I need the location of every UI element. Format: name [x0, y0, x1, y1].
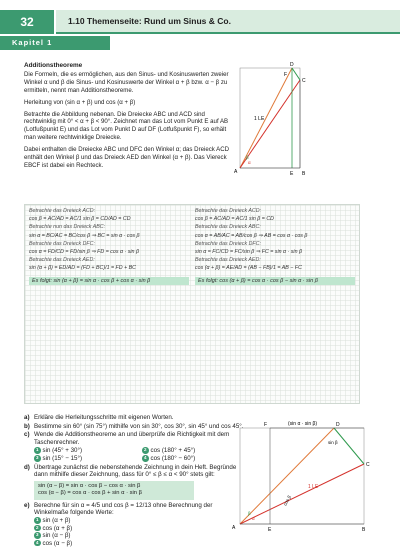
derivation-grid: [24, 204, 360, 404]
task-text: Bestimme sin 60° (sin 75°) mithilfe von sin 30°, cos 30°, sin 45° und cos 45°.: [34, 422, 244, 430]
page-header: [0, 0, 400, 47]
task-c: [24, 431, 244, 462]
derivation-sin: [29, 207, 189, 285]
task-letter: c): [24, 431, 30, 439]
label-sin-beta: sin β: [328, 440, 338, 445]
derivation-cos: [195, 207, 355, 285]
segment-dc: [292, 68, 300, 80]
subtask-text: cos (180° + 45°): [150, 447, 196, 455]
segment-ad: [240, 68, 292, 168]
derivation-line: cos (α + β) = AE/AD = (AB − FB)/1 = AB − FC: [195, 265, 302, 272]
derivation-heading: Betrachte das Dreieck ABC:: [195, 224, 261, 231]
subtask-number: 1: [35, 447, 39, 453]
formula-sin-diff: sin (α − β) = sin α · cos β − cos α · sin β: [38, 482, 141, 489]
segment-ad: [240, 428, 334, 524]
task-d: [24, 464, 244, 500]
derivation-result: Es folgt: cos (α + β) = cos α · cos β − sin α · sin β: [195, 277, 355, 285]
label-d: D: [336, 422, 340, 428]
task-letter: a): [24, 414, 30, 421]
intro-heading: Additionstheoreme: [24, 62, 83, 69]
subtask-text: cos (α + β): [42, 524, 73, 532]
subtask-item: [34, 447, 136, 455]
segment-dc: [334, 428, 364, 464]
page-number: [0, 10, 54, 34]
derivation-line: cos α = FD/CD = FD/sin β ⇒ FD = cos α · sin β: [29, 249, 139, 256]
page-number-text: 32: [20, 15, 34, 29]
derivation-line: cos β = AC/AD = AC/1 sin β = CD/AD = CD: [29, 216, 131, 223]
label-a: A: [232, 525, 236, 531]
subtask-item: [34, 455, 136, 463]
intro-paragraph-4: Dabei enthalten die Dreiecke ABC und DFC den Winkel α; das Dreieck ACD enthält den Winkel β und das Dreieck AED den Winkel (α + β). Das Viereck EBCF ist dabei ein Rechteck.: [24, 146, 230, 169]
label-b: B: [362, 527, 366, 533]
label-c: C: [366, 462, 370, 468]
label-1le: 1 LE: [254, 116, 265, 122]
task-text: Wende die Additionstheoreme an und überprüfe die Richtigkeit mit dem Taschenrechner.: [34, 431, 230, 446]
label-e: E: [268, 527, 272, 533]
subtask-number: 2: [35, 524, 39, 530]
derivation-result: Es folgt: sin (α + β) = sin α · cos β + cos α · sin β: [29, 277, 189, 285]
segment-ac: [240, 464, 364, 524]
intro-paragraph-1: Die Formeln, die es ermöglichen, aus den Sinus- und Kosinuswerten zweier Winkel α und β die Sinus- und Kosinuswerte der Winkel α + β bzw. α − β zu ermitteln, nennt man Additionstheoreme.: [24, 70, 229, 94]
label-e: E: [290, 171, 294, 177]
subtask-text: cos (α − β): [42, 539, 73, 547]
subtask-item: [34, 517, 244, 525]
chapter-label: Kapitel 1: [0, 36, 110, 50]
intro-paragraph-3: Betrachte die Abbildung nebenan. Die Dreiecke ABC und ACD sind rechtwinklig mit 0° < α + β < 90°. Zeichnet man das Lot vom Punkt E auf AB (Lotfußpunkt E) und das Lot vom Punkt D auf DF (Lotfußpunkt F), so erhält man weitere rechtwinklige Dreiecke.: [24, 110, 229, 142]
derivation-line: sin α = FC/CD = FC/sin β ⇒ FC = sin α · sin β: [195, 249, 303, 256]
derivation-heading: Betrachte das Dreieck ACD:: [29, 208, 96, 214]
label-c: C: [302, 78, 306, 84]
derivation-heading: Betrachte das Dreieck DFC:: [29, 240, 95, 247]
subtask-item: [34, 540, 244, 548]
task-text: Berechne für sin α = 4/5 und cos β = 12/13 ohne Berechnung der Winkelmaße folgende Werte:: [34, 501, 213, 517]
figure-triangles-difference: [226, 416, 374, 532]
subtask-number: 3: [35, 532, 39, 538]
label-top: (sin α · sin β): [288, 421, 318, 427]
subtask-text: sin (45° + 30°): [42, 447, 83, 455]
task-c-items: [34, 447, 244, 462]
derivation-line: sin α = BC/AC = BC/cos β ⇒ BC = sin α · cos β: [29, 232, 140, 239]
subtask-text: cos (180° − 60°): [150, 454, 196, 462]
subtask-text: sin (15° − 15°): [42, 454, 83, 462]
subtask-number: 3: [35, 455, 39, 461]
derivation-line: cos β = AC/AD = AC/1 sin β = CD: [195, 216, 275, 223]
task-letter: b): [24, 422, 30, 430]
segment-ac: [240, 80, 300, 168]
task-b: [24, 423, 244, 431]
subtask-number: 4: [35, 539, 39, 545]
subtask-number: 4: [143, 455, 147, 461]
subtask-item: [34, 525, 244, 533]
subtask-number: 1: [35, 517, 39, 523]
figure-triangles-addition: [232, 60, 312, 178]
derivation-heading: Betrachte das Dreieck AED:: [29, 257, 95, 264]
derivation-line: cos α = AB/AC = AB/cos β ⇒ AB = cos α · cos β: [195, 232, 308, 239]
task-letter: d): [24, 463, 30, 471]
label-b: B: [302, 171, 306, 177]
derivation-heading: Betrachte das Dreieck ACD:: [195, 208, 262, 214]
derivation-line: sin (α + β) = ED/AD = (FD + BC)/1 = FD + BC: [29, 265, 137, 272]
formula-cos-diff: cos (α − β) = cos α · cos β + sin α · sin β: [38, 490, 142, 497]
subtask-text: sin (α + β): [42, 516, 71, 524]
label-f: F: [264, 422, 268, 428]
task-e-items: [34, 517, 244, 547]
intro-text: [24, 62, 234, 174]
label-d: D: [290, 62, 294, 68]
task-a: [24, 414, 244, 422]
rect-ebcf: [240, 68, 300, 168]
derivation-heading: Betrachte nun das Dreieck ABC:: [29, 224, 106, 231]
label-alpha: α: [252, 516, 255, 521]
label-f: F: [284, 72, 288, 78]
label-a: A: [234, 169, 238, 175]
label-alpha: α: [248, 160, 251, 165]
label-1le: 1 LE: [308, 484, 319, 490]
label-beta: β: [246, 155, 249, 160]
task-text: Übertrage zunächst die nebenstehende Zeichnung in dein Heft. Begründe dann mithilfe dieser Zeichnung, dass für 0° ≤ β ≤ α < 90° stets gilt:: [34, 463, 237, 479]
task-text: Erkläre die Herleitungsschritte mit eigenen Worten.: [34, 414, 174, 421]
subtask-item: [34, 532, 244, 540]
subtask-text: sin (α − β): [42, 532, 71, 540]
task-letter: e): [24, 501, 30, 509]
intro-paragraph-2: Herleitung von (sin α + β) und cos (α + β): [24, 98, 136, 106]
derivation-heading: Betrachte das Dreieck AED:: [195, 257, 261, 264]
label-beta: β: [248, 511, 251, 516]
formula-box: [34, 481, 194, 500]
subtask-number: 2: [143, 447, 147, 453]
section-title: 1.10 Themenseite: Rund um Sinus & Co.: [56, 10, 400, 34]
task-e: [24, 502, 244, 548]
derivation-heading: Betrachte das Dreieck DFC:: [195, 240, 261, 247]
label-cos-beta: cos β: [282, 494, 292, 507]
task-list: [24, 414, 244, 548]
